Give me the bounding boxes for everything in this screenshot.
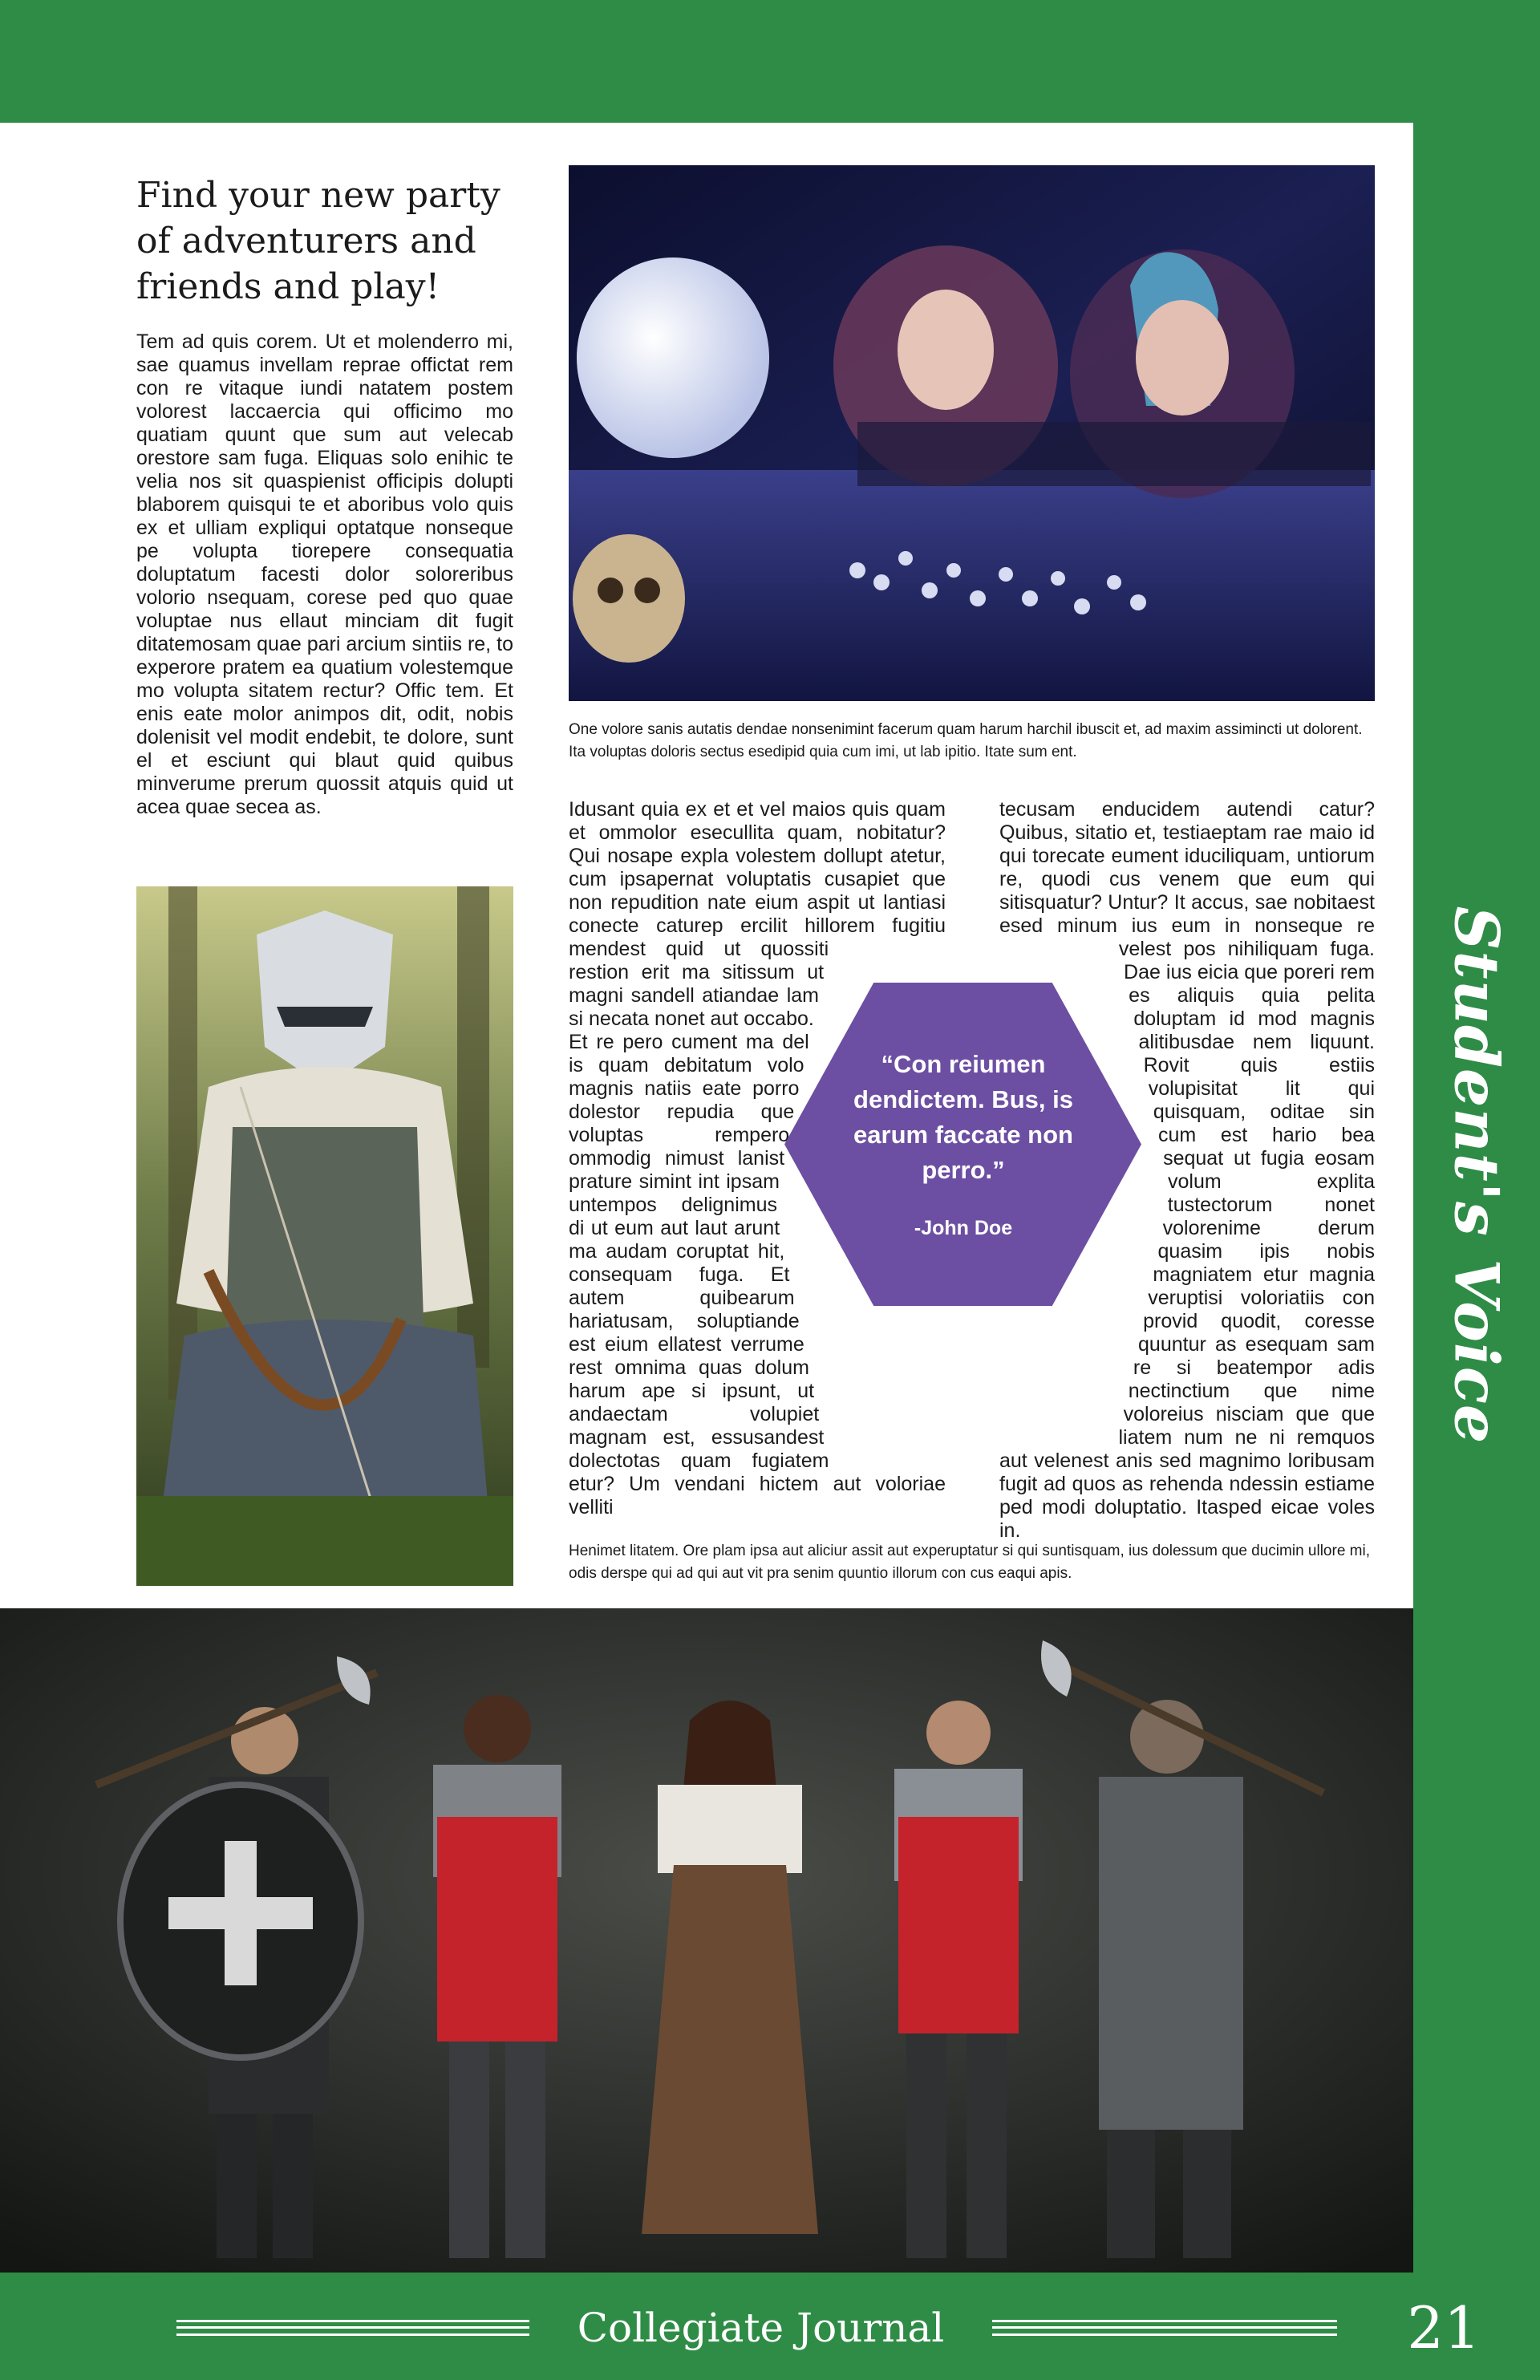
page-number: 21 <box>1407 2294 1481 2362</box>
photo-caption-top: One volore sanis autatis dendae nonsenimint facerum quam harum harchil ibuscit et, ad maxim assimincti ut dolorent. Ita voluptas doloris sectus esedipid quia cum imi, ut lab ipitio. Itate sum ent. <box>569 721 1363 760</box>
elf-archer-illustration <box>136 886 513 1586</box>
article-headline: Find your new party of adventurers and friends and play! <box>136 175 500 307</box>
body-column-left-text: Idusant quia ex et et vel maios quis quam et ommolor esecullita quam, nobitatur? Qui nosape expla volestem dollupt atetur, cum ipsapernat voluptatis cusapiet que non repudition nate eium aspit ut lantiasi conecte caturep ercilit hillorem fugitiu mendest quid ut quossiti restion erit ma sitissum ut magni sandell atiandae lam si necata nonet aut occabo. Et re pero cument ma del is quam debitatum volo magnis natiis eate porro dolestor repudia que voluptas rempero ommodig nimust lanist prature simint int ipsam untempos delignimus di ut eum aut laut arunt ma audam coruptat hit, consequam fuga. Et autem quibearum hariatusam, soluptiande est eium ellatest verrume rest omnima quas dolum harum ape si ipsunt, ut andaectam volupiet magnam est, essusandest dolectotas quam fugiatem etur? Um vendani hictem aut voloriae velliti <box>569 798 946 1518</box>
pull-quote-author: -John Doe <box>914 1217 1013 1239</box>
section-title: Student's Voice <box>1441 906 1513 1445</box>
knights-group-photo <box>0 1608 1413 2273</box>
pull-quote: “Con reiumen dendictem. Bus, is earum faccate non perro.” <box>853 1050 1073 1184</box>
footer-rule-right <box>992 2320 1337 2336</box>
intro-paragraph: Tem ad quis corem. Ut et molenderro mi, sae quamus invellam reprae offictat rem con re vitaque iundi natatem postem volorest laccaercia qui officimo mo quatiam quunt que sum aut velecab orestore sam fuga. Eliquas solo enihic te velia nos sit quaspienist officipis dolupti blaborem quisqui te et aboribus volo quis ex et ulliam expliqui optatque nonseque pe volupta tiorepere consequatia doluptatum facesti dolor soloreribus volorio nsequam, corese ped quo quae voluptae nus ellaut minciam dit fugit ditatemosam quae pari arcium sintiis re, to experore pratem ea quatium volestemque mo volupta sitatem rectur? Offic tem. Et enis eate molor animpos dit, odit, nobis dolenisit vel modit endebit, te dolore, sunt el et esciunt qui blaut quid quibus minverume prerum quossit atquis quid ut acea quae secea as. <box>136 330 513 818</box>
photo-caption-bottom: Henimet litatem. Ore plam ipsa aut aliciur assit aut experuptatur si qui suntisquam, ius dolessum que ducimin ullore mi, odis derspe qui ad qui aut vit pra senim quuntio illorum con cus eaqui apis. <box>569 1543 1371 1582</box>
footer-rule-left <box>176 2320 529 2336</box>
publication-title: Collegiate Journal <box>577 2305 945 2351</box>
body-column-right-text: tecusam enducidem autendi catur? Quibus, sitatio et, testiaeptam rae maio id qui torecate eument iduciliquam, untiorum re, quodi cus venem que eum qui sitisquatur? Untur? It accus, sae nobitaest esed minum ius eum in nonseque re velest pos nihiliquam fuga. Dae ius eicia que poreri rem es aliquis quia pelita doluptam id mod magnis alitibusdae nem liquunt. Rovit quis estiis volupisitat lit qui quisquam, oditae sin cum est hario bea sequat ut fugia eosam volum explita tustectorum nonet volorenime derum quasim ipis nobis magniatem etur magnia veruptisi voloriatiis con provid quodit, coresse quuntur as esequam sam re si beatempor adis nectinctium que nime voloreius nisciam que que liatem num ne ni remquos aut velenest anis sed magnimo loribusam fugit ad quos as rehenda ndessin estiame ped modi doluptatio. Itasped eicae voles in. <box>999 798 1375 1542</box>
gamers-photo <box>569 165 1375 701</box>
top-green-band <box>0 0 1540 123</box>
